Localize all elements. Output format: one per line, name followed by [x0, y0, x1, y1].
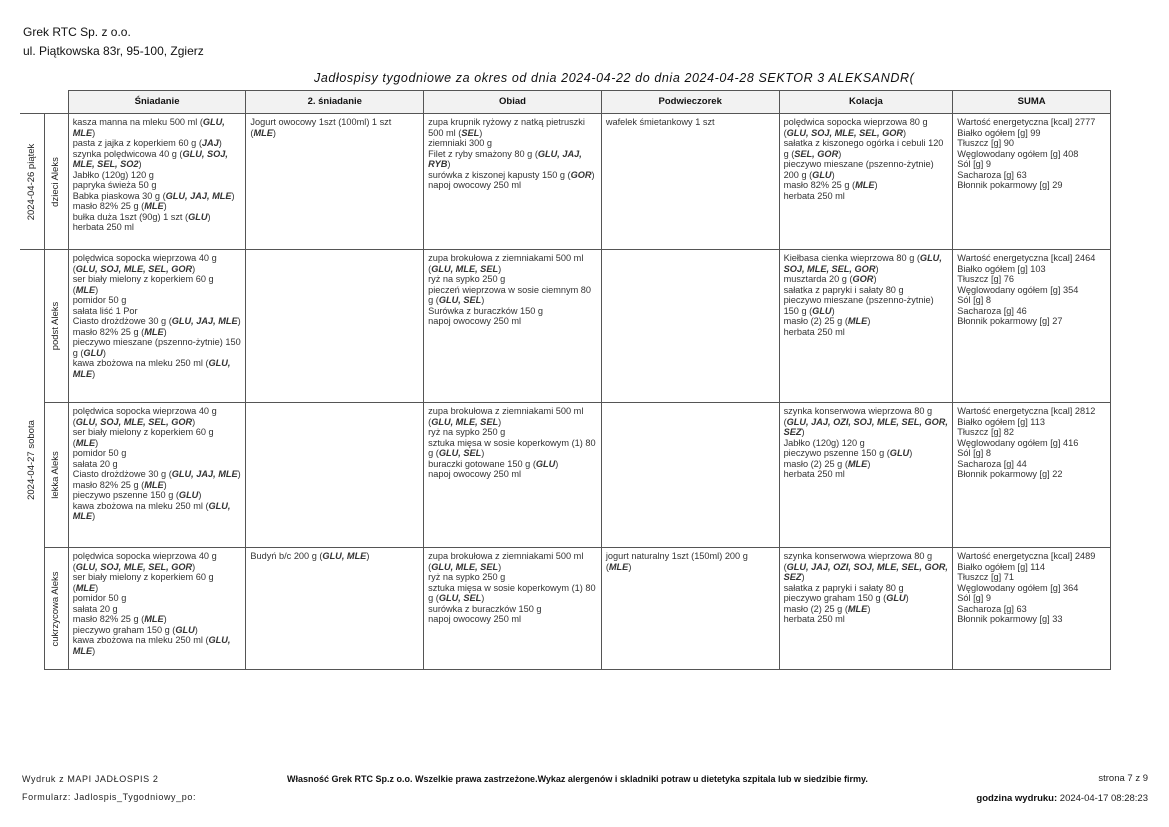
cell-line: sałatka z papryki i sałaty 80 g: [783, 582, 904, 593]
allergen-codes: GLU, SEL: [438, 295, 482, 305]
nutrition-sum-cell: [953, 114, 1111, 250]
allergen-codes: GLU, MLE: [72, 500, 231, 521]
diet-cell: [44, 403, 68, 548]
day-date-cell: [20, 114, 44, 250]
cell-line: Kiełbasa cienka wieprzowa 80 g (GLU, SOJ, MLE, SEL, GOR): [783, 253, 942, 274]
day-date: 2024-04-26 piątek: [25, 143, 37, 220]
cell-line: Węglowodany ogółem [g] 416: [957, 437, 1079, 448]
cell-line: Ciasto drożdżowe 30 g (GLU, JAJ, MLE): [72, 316, 241, 326]
meal-cell-lunch: [424, 403, 602, 548]
cell-line: Tłuszcz [g] 76: [957, 274, 1014, 284]
cell-line: pieczywo pszenne 150 g (GLU): [72, 490, 202, 500]
cell-line: zupa brokułowa z ziemniakami 500 ml (GLU, MLE, SEL): [428, 551, 584, 572]
allergen-codes: GLU, JAJ, RYB: [428, 148, 582, 169]
allergen-codes: GLU, SOJ, MLE, SEL, GOR: [75, 416, 193, 427]
header-row: [20, 91, 1111, 114]
cell-line: Sacharoza [g] 44: [957, 458, 1027, 469]
cell-line: zupa brokułowa z ziemniakami 500 ml (GLU, MLE, SEL): [428, 406, 584, 427]
cell-line: jogurt naturalny 1szt (150ml) 200 g (MLE): [605, 551, 748, 572]
cell-line: sałatka z papryki i sałaty 80 g: [783, 284, 904, 295]
allergen-codes: GLU, JAJ, MLE: [165, 190, 232, 201]
cell-line: ziemniaki 300 g: [428, 138, 492, 148]
allergen-codes: MLE: [253, 127, 273, 138]
cell-line: kawa zbożowa na mleku 250 ml (GLU, MLE): [72, 635, 231, 656]
cell-line: wafelek śmietankowy 1 szt: [605, 117, 715, 127]
allergen-codes: MLE: [847, 603, 868, 614]
allergen-codes: GLU, SOJ, MLE, SEL, GOR: [75, 263, 193, 274]
cell-line: napoj owocowy 250 ml: [428, 614, 522, 624]
allergen-codes: GLU: [812, 305, 832, 316]
nutrition-sum-cell: [953, 403, 1111, 548]
cell-line: Błonnik pokarmowy [g] 22: [957, 469, 1063, 479]
allergen-codes: GOR: [570, 169, 592, 180]
cell-line: masło (2) 25 g (MLE): [783, 316, 871, 326]
cell-line: Tłuszcz [g] 90: [957, 138, 1014, 148]
cell-line: Wartość energetyczna [kcal] 2489: [957, 551, 1096, 561]
cell-line: ryż na sypko 250 g: [428, 427, 506, 437]
cell-line: Białko ogółem [g] 99: [957, 127, 1041, 138]
cell-line: polędwica sopocka wieprzowa 40 g (GLU, SOJ, MLE, SEL, GOR): [72, 253, 217, 274]
cell-line: Jogurt owocowy 1szt (100ml) 1 szt (MLE): [250, 117, 392, 138]
cell-line: Błonnik pokarmowy [g] 33: [957, 614, 1063, 624]
cell-line: Wartość energetyczna [kcal] 2464: [957, 253, 1096, 263]
allergen-codes: MLE: [75, 437, 96, 448]
allergen-codes: GLU: [886, 593, 906, 603]
meal-cell-second-breakfast: [246, 403, 424, 548]
diet-cell: [44, 250, 68, 403]
cell-line: napoj owocowy 250 ml: [428, 180, 522, 190]
allergen-codes: GLU, SEL: [438, 448, 482, 458]
cell-line: buraczki gotowane 150 g (GLU): [428, 458, 559, 469]
cell-line: musztarda 20 g (GOR): [783, 274, 877, 284]
allergen-codes: MLE: [75, 582, 96, 593]
header-blank: [44, 91, 68, 114]
cell-line: Błonnik pokarmowy [g] 27: [957, 316, 1063, 326]
cell-line: herbata 250 ml: [783, 614, 845, 624]
allergen-codes: GLU: [889, 448, 910, 458]
menu-table: [20, 90, 1111, 670]
col-header-afternoon-snack: Podwieczorek: [601, 91, 779, 114]
meal-cell-afternoon-snack: [601, 403, 779, 548]
meal-cell-afternoon-snack: [601, 250, 779, 403]
company-name: Grek RTC Sp. z o.o.: [23, 25, 131, 39]
col-header-sum: SUMA: [953, 91, 1111, 114]
cell-line: pieczeń wieprzowa w sosie ciemnym 80 g (GLU, SEL): [428, 284, 592, 305]
cell-line: sztuka mięsa w sosie koperkowym (1) 80 g (GLU, SEL): [428, 582, 596, 603]
allergen-codes: GLU: [188, 211, 208, 222]
cell-line: ser biały mielony z koperkiem 60 g (MLE): [72, 572, 214, 593]
cell-line: herbata 250 ml: [783, 469, 845, 479]
cell-line: szynka konserwowa wieprzowa 80 g (GLU, JAJ, OZI, SOJ, MLE, SEL, GOR, SEZ): [783, 551, 948, 582]
meal-cell-supper: [779, 250, 953, 403]
cell-line: surówka z buraczków 150 g: [428, 603, 542, 614]
col-header-second-breakfast: 2. śniadanie: [246, 91, 424, 114]
allergen-codes: GLU, MLE, SEL: [431, 561, 499, 572]
cell-line: ser biały mielony z koperkiem 60 g (MLE): [72, 427, 214, 448]
allergen-codes: SEL: [461, 127, 480, 138]
allergen-codes: GLU, JAJ, OZI, SOJ, MLE, SEL, GOR, SEZ: [783, 561, 948, 582]
cell-line: szynka konserwowa wieprzowa 80 g (GLU, JAJ, OZI, SOJ, MLE, SEL, GOR, SEZ): [783, 406, 948, 437]
cell-line: Sacharoza [g] 46: [957, 305, 1027, 316]
meal-cell-breakfast: [68, 403, 246, 548]
allergen-codes: GLU: [178, 490, 199, 500]
cell-line: Ciasto drożdżowe 30 g (GLU, JAJ, MLE): [72, 469, 241, 479]
allergen-codes: JAJ: [201, 138, 219, 148]
allergen-codes: MLE: [847, 316, 868, 326]
cell-line: zupa brokułowa z ziemniakami 500 ml (GLU, MLE, SEL): [428, 253, 584, 274]
cell-line: ryż na sypko 250 g: [428, 274, 506, 284]
cell-line: napoj owocowy 250 ml: [428, 316, 522, 326]
cell-line: pieczywo graham 150 g (GLU): [783, 593, 909, 603]
ownership-notice: Własność Grek RTC Sp.z o.o. Wszelkie prawa zastrzeżone.Wykaz alergenów i skladniki potraw u dietetyka szpitala lub w siedzibie firmy.: [287, 774, 868, 784]
cell-line: masło (2) 25 g (MLE): [783, 603, 871, 614]
cell-line: szynka polędwicowa 40 g (GLU, SOJ, MLE, SEL, SO2): [72, 148, 228, 169]
cell-line: Tłuszcz [g] 71: [957, 572, 1014, 582]
header-blank: [20, 91, 44, 114]
cell-line: Sól [g] 9: [957, 159, 991, 169]
cell-line: sztuka mięsa w sosie koperkowym (1) 80 g (GLU, SEL): [428, 437, 596, 458]
cell-line: Wartość energetyczna [kcal] 2812: [957, 406, 1096, 416]
cell-line: pieczywo mieszane (pszenno-żytnie) 150 g (GLU): [72, 337, 241, 358]
allergen-codes: MLE: [144, 326, 164, 337]
company-address: ul. Piątkowska 83r, 95-100, Zgierz: [23, 44, 204, 58]
allergen-codes: GLU, JAJ, MLE: [171, 316, 238, 326]
day-date-cell: [20, 250, 44, 670]
cell-line: Wartość energetyczna [kcal] 2777: [957, 117, 1096, 127]
cell-line: Jabłko (120g) 120 g: [72, 169, 154, 180]
allergen-codes: GLU, MLE: [72, 358, 231, 379]
allergen-codes: MLE: [847, 458, 868, 469]
allergen-codes: GLU: [83, 347, 103, 358]
allergen-codes: GLU, MLE: [322, 551, 367, 561]
page-number: strona 7 z 9: [1098, 773, 1148, 784]
table-row: [20, 548, 1111, 670]
allergen-codes: GLU, SOJ, MLE, SEL, GOR: [75, 561, 193, 572]
cell-line: pomidor 50 g: [72, 593, 127, 603]
cell-line: pomidor 50 g: [72, 295, 127, 305]
meal-cell-second-breakfast: [246, 548, 424, 670]
cell-line: Błonnik pokarmowy [g] 29: [957, 180, 1063, 190]
cell-line: polędwica sopocka wieprzowa 40 g (GLU, SOJ, MLE, SEL, GOR): [72, 551, 217, 572]
allergen-codes: MLE: [144, 479, 164, 490]
allergen-codes: GLU, MLE, SEL: [431, 416, 499, 427]
day-date: 2024-04-27 sobota: [25, 419, 37, 500]
cell-line: masło 82% 25 g (MLE): [72, 326, 167, 337]
cell-line: sałata 20 g: [72, 458, 118, 469]
meal-cell-supper: [779, 403, 953, 548]
meal-cell-lunch: [424, 114, 602, 250]
nutrition-sum-cell: [953, 250, 1111, 403]
meal-cell-supper: [779, 548, 953, 670]
cell-line: pieczywo pszenne 150 g (GLU): [783, 448, 913, 458]
allergen-codes: GOR: [852, 274, 874, 284]
cell-line: Budyń b/c 200 g (GLU, MLE): [250, 551, 370, 561]
diet-name: cukrzycowa Aleks: [49, 571, 61, 646]
cell-line: kawa zbożowa na mleku 250 ml (GLU, MLE): [72, 358, 231, 379]
cell-line: ryż na sypko 250 g: [428, 572, 506, 582]
cell-line: Węglowodany ogółem [g] 408: [957, 148, 1079, 159]
print-time-label: godzina wydruku:: [976, 793, 1058, 804]
col-header-lunch: Obiad: [424, 91, 602, 114]
cell-line: polędwica sopocka wieprzowa 40 g (GLU, SOJ, MLE, SEL, GOR): [72, 406, 217, 427]
cell-line: polędwica sopocka wieprzowa 80 g (GLU, SOJ, MLE, SEL, GOR): [783, 117, 928, 138]
allergen-codes: MLE: [855, 180, 875, 190]
cell-line: pomidor 50 g: [72, 448, 127, 458]
diet-cell: [44, 548, 68, 670]
cell-line: masło (2) 25 g (MLE): [783, 458, 871, 469]
cell-line: Tłuszcz [g] 82: [957, 427, 1014, 437]
cell-line: sałata liść 1 Por: [72, 305, 138, 316]
allergen-codes: MLE: [75, 284, 96, 295]
allergen-codes: GLU, SOJ, MLE, SEL, SO2: [72, 148, 228, 169]
cell-line: Węglowodany ogółem [g] 354: [957, 284, 1079, 295]
cell-line: bułka duża 1szt (90g) 1 szt (GLU): [72, 211, 211, 222]
meal-cell-second-breakfast: [246, 114, 424, 250]
cell-line: surówka z kiszonej kapusty 150 g (GOR): [428, 169, 595, 180]
cell-line: kawa zbożowa na mleku 250 ml (GLU, MLE): [72, 500, 231, 521]
meal-cell-lunch: [424, 548, 602, 670]
allergen-codes: MLE: [144, 614, 164, 624]
cell-line: sałata 20 g: [72, 603, 118, 614]
cell-line: herbata 250 ml: [72, 222, 134, 232]
cell-line: sałatka z kiszonego ogórka i cebuli 120 g (SEL, GOR): [783, 138, 944, 159]
allergen-codes: GLU, JAJ, MLE: [171, 469, 238, 479]
table-row: [20, 114, 1111, 250]
cell-line: Białko ogółem [g] 113: [957, 416, 1045, 427]
cell-line: masło 82% 25 g (MLE): [72, 614, 167, 624]
cell-line: napoj owocowy 250 ml: [428, 469, 522, 479]
cell-line: Surówka z buraczków 150 g: [428, 305, 544, 316]
allergen-codes: GLU, MLE: [72, 635, 231, 656]
allergen-codes: GLU, SOJ, MLE, SEL, GOR: [783, 253, 942, 274]
cell-line: ser biały mielony z koperkiem 60 g (MLE): [72, 274, 214, 295]
meal-cell-afternoon-snack: [601, 114, 779, 250]
allergen-codes: MLE: [144, 201, 164, 211]
cell-line: masło 82% 25 g (MLE): [783, 180, 878, 190]
cell-line: pieczywo mieszane (pszenno-żytnie) 200 g (GLU): [783, 159, 934, 180]
cell-line: zupa krupnik ryżowy z natką pietruszki 500 ml (SEL): [428, 117, 585, 138]
meal-cell-breakfast: [68, 114, 246, 250]
meal-cell-afternoon-snack: [601, 548, 779, 670]
diet-name: lekka Aleks: [49, 451, 61, 499]
meal-cell-breakfast: [68, 548, 246, 670]
cell-line: Babka piaskowa 30 g (GLU, JAJ, MLE): [72, 190, 235, 201]
col-header-supper: Kolacja: [779, 91, 953, 114]
diet-name: podst Aleks: [49, 301, 61, 351]
cell-line: Sacharoza [g] 63: [957, 603, 1027, 614]
allergen-codes: GLU, JAJ, OZI, SOJ, MLE, SEL, GOR, SEZ: [783, 416, 948, 437]
nutrition-sum-cell: [953, 548, 1111, 670]
allergen-codes: GLU, SOJ, MLE, SEL, GOR: [786, 127, 904, 138]
allergen-codes: MLE: [608, 561, 629, 572]
cell-line: Węglowodany ogółem [g] 364: [957, 582, 1079, 593]
printout-source: Wydruk z MAPI JADŁOSPIS 2: [22, 774, 159, 784]
cell-line: masło 82% 25 g (MLE): [72, 201, 167, 211]
report-title: Jadłospisy tygodniowe za okres od dnia 2024-04-22 do dnia 2024-04-28 SEKTOR 3 ALEKSANDR(: [314, 71, 915, 85]
form-name: Formularz: Jadlospis_Tygodniowy_po:: [22, 792, 197, 802]
allergen-codes: GLU: [535, 458, 556, 469]
allergen-codes: GLU, MLE: [72, 117, 225, 138]
cell-line: pasta z jajka z koperkiem 60 g (JAJ): [72, 138, 222, 148]
cell-line: Białko ogółem [g] 103: [957, 263, 1046, 274]
meal-cell-second-breakfast: [246, 250, 424, 403]
cell-line: papryka świeża 50 g: [72, 180, 157, 190]
cell-line: masło 82% 25 g (MLE): [72, 479, 167, 490]
allergen-codes: GLU: [175, 624, 195, 635]
meal-cell-breakfast: [68, 250, 246, 403]
print-time: [976, 793, 1148, 804]
meal-cell-supper: [779, 114, 953, 250]
cell-line: kasza manna na mleku 500 ml (GLU, MLE): [72, 117, 225, 138]
allergen-codes: GLU, MLE, SEL: [431, 263, 499, 274]
diet-name: dzieci Aleks: [49, 156, 61, 207]
allergen-codes: SEL, GOR: [794, 148, 839, 159]
diet-cell: [44, 114, 68, 250]
allergen-codes: GLU: [812, 169, 832, 180]
cell-line: pieczywo graham 150 g (GLU): [72, 624, 198, 635]
cell-line: herbata 250 ml: [783, 190, 845, 201]
cell-line: Filet z ryby smażony 80 g (GLU, JAJ, RYB): [428, 148, 582, 169]
cell-line: Jabłko (120g) 120 g: [783, 437, 865, 448]
cell-line: Sól [g] 8: [957, 448, 991, 458]
table-row: [20, 250, 1111, 403]
cell-line: Sól [g] 9: [957, 593, 991, 603]
cell-line: Białko ogółem [g] 114: [957, 561, 1045, 572]
cell-line: pieczywo mieszane (pszenno-żytnie) 150 g (GLU): [783, 295, 934, 316]
cell-line: herbata 250 ml: [783, 326, 845, 337]
col-header-breakfast: Śniadanie: [68, 91, 246, 114]
cell-line: Sól [g] 8: [957, 295, 991, 305]
meal-cell-lunch: [424, 250, 602, 403]
table-row: [20, 403, 1111, 548]
print-time-value: 2024-04-17 08:28:23: [1059, 793, 1148, 804]
cell-line: Sacharoza [g] 63: [957, 169, 1027, 180]
allergen-codes: GLU, SEL: [438, 593, 482, 603]
